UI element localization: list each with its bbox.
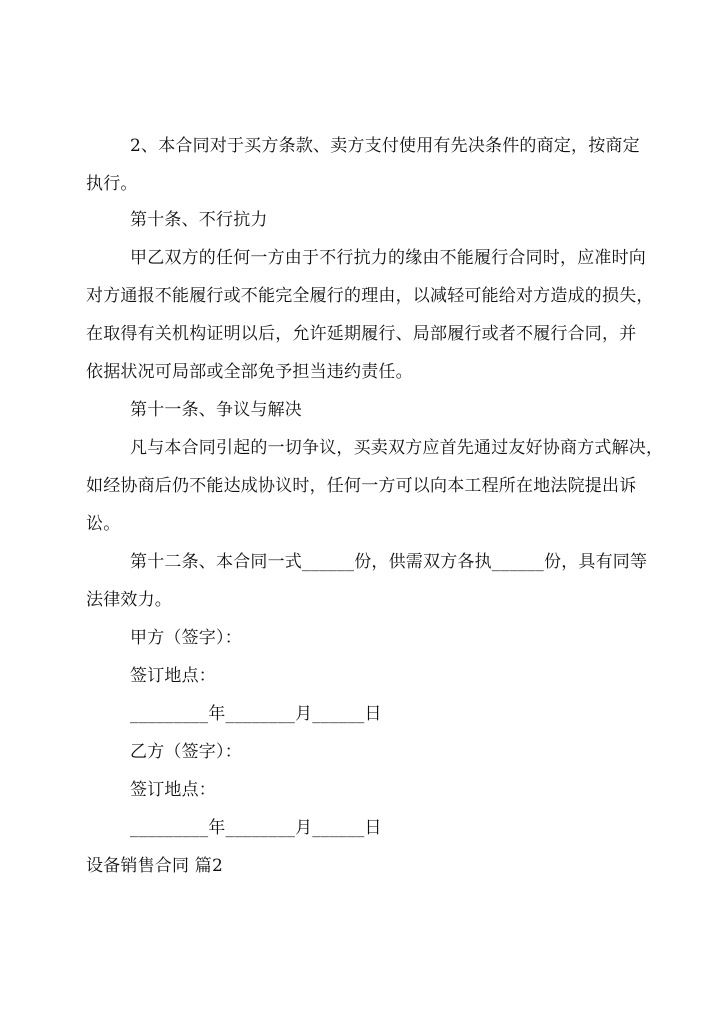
party-b-place-label: 签订地点：: [130, 780, 216, 800]
party-b-signature-label: 乙方（签字）：: [130, 742, 242, 762]
article-12-line-2: 法律效力。: [86, 590, 172, 610]
article-10-line-3: 在取得有关机构证明以后，允许延期履行、局部履行或者不履行合同，并: [86, 324, 637, 344]
article-11-line-3: 讼。: [86, 514, 121, 534]
article-11-line-1: 凡与本合同引起的一切争议，买卖双方应首先通过友好协商方式解决，: [130, 438, 664, 458]
party-b-date-line: _________年________月______日: [130, 818, 382, 838]
party-a-date-line: _________年________月______日: [130, 704, 382, 724]
clause-2-line-1: 2、本合同对于买方条款、卖方支付使用有先决条件的商定，按商定: [130, 136, 640, 156]
article-11-line-2: 如经协商后仍不能达成协议时，任何一方可以向本工程所在地法院提出诉: [86, 476, 637, 496]
article-10-line-2: 对方通报不能履行或不能完全履行的理由，以减轻可能给对方造成的损失，: [86, 286, 654, 306]
party-a-signature-label: 甲方（签字）：: [130, 628, 242, 648]
article-10-line-4: 依据状况可局部或全部免予担当违约责任。: [86, 362, 413, 382]
article-10-title: 第十条、不行抗力: [130, 210, 268, 230]
clause-2-line-2: 执行。: [86, 174, 138, 194]
party-a-place-label: 签订地点：: [130, 666, 216, 686]
next-section-title: 设备销售合同 篇2: [86, 856, 224, 876]
article-12-line-1: 第十二条、本合同一式______份，供需双方各执______份，具有同等: [130, 552, 648, 572]
article-10-line-1: 甲乙双方的任何一方由于不行抗力的缘由不能履行合同时，应准时向: [130, 248, 646, 268]
article-11-title: 第十一条、争议与解决: [130, 400, 302, 420]
